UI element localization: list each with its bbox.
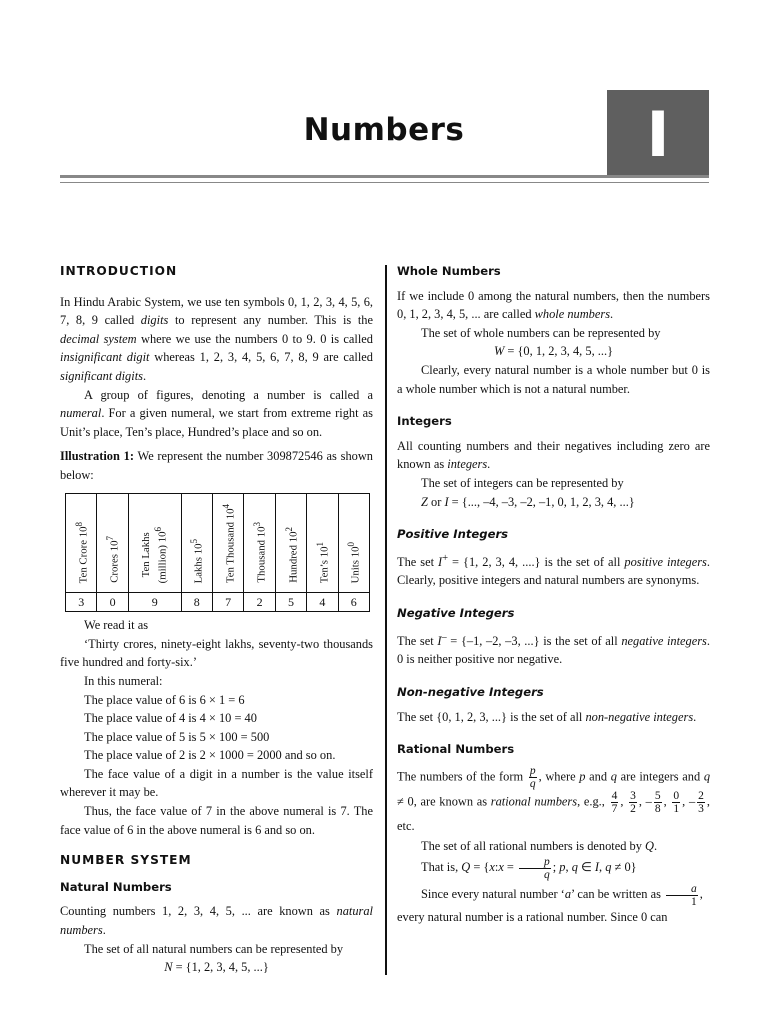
left-column [60,262,373,977]
section-heading-number-system: NUMBER SYSTEM [60,853,192,868]
chapter-number-badge: I [607,90,709,175]
place-value-line: The place value of 4 is 4 × 10 = 40 [84,711,257,726]
digit-cell: 5 [275,592,306,612]
read-numeral: In this numeral: [84,673,163,688]
integers-set-intro: The set of integers can be represented by [421,475,624,490]
fraction-p-over-q: $\frac{p}{q}$ [529,764,536,790]
rational-natural-note: Since every natural number ‘a’ can be written as $\frac{a}{1}$ , [421,882,703,908]
fraction: $\frac{0}{1}$ [673,789,680,815]
column-divider [385,265,387,975]
subheading-natural-numbers: Natural Numbers [60,879,172,894]
place-header: Lakhs $10^5$ [189,538,206,583]
fraction-a-over-1: $\frac{a}{1}$ [666,883,698,908]
header-rule-thin [60,182,709,183]
digit-cell: 9 [128,592,181,612]
place-value-table [65,493,370,613]
natural-set: N = {1, 2, 3, 4, 5, ...} [164,960,269,975]
chapter-title: Numbers [303,112,465,148]
place-value-line: The place value of 5 is 5 × 100 = 500 [84,729,270,744]
negative-integers-paragraph: The set I– = {–1, –2, –3, ...} is the set of all negative integers. 0 is neither positive nor negative. [397,631,710,667]
illustration-1: Illustration 1: We represent the number 309872546 as shown below: [60,449,373,482]
integers-paragraph: All counting numbers and their negatives including zero are known as integers. [397,438,710,472]
place-header: Ten Crore $10^8$ [73,521,90,583]
place-header: Ten Lakhs (million) $10^6$ [140,526,169,583]
place-value-header-row [66,493,370,592]
rational-numbers-paragraph: The numbers of the form $\frac{p}{q}$ , where p and q are integers and q ≠ 0, are known as rational numbers, e.g., $\frac{4}{7}$ , $\frac{3}{2}$ , – $\frac{5}{8}$ , $\frac{0}{1}$ , – $\frac{2}{3}$ , etc. [397,764,711,833]
natural-set-intro: The set of all natural numbers can be represented by [84,941,344,956]
subheading-rational-numbers: Rational Numbers [397,742,515,757]
digit-cell: 6 [338,592,369,612]
place-value-digit-row [66,592,370,612]
subheading-whole-numbers: Whole Numbers [397,264,501,278]
rational-natural-note-continued: every natural number is a rational number. Since 0 can [397,909,668,924]
integers-set: Z or I = {..., –4, –3, –2, –1, 0, 1, 2, 3, 4, ...} [421,494,635,509]
fraction-p-over-q: $\frac{p}{q}$ [519,856,551,881]
digit-cell: 2 [244,592,275,612]
place-header: Thousand $10^3$ [252,522,268,583]
natural-numbers-paragraph: Counting numbers 1, 2, 3, 4, 5, ... are known as natural numbers. [60,904,373,938]
subheading-integers: Integers [397,414,452,429]
digit-cell: 7 [212,592,243,612]
intro-paragraph-1: In Hindu Arabic System, we use ten symbols 0, 1, 2, 3, 4, 5, 6, 7, 8, 9 called digits to represent any number. This is the decimal system where we use the numbers 0 to 9. 0 is called insignificant digit whereas 1, 2, 3, 4, 5, 6, 7, 8, 9 are called significant digits. [60,294,374,383]
place-header: Ten Thousand $10^4$ [220,503,237,583]
read-quote: ‘Thirty crores, ninety-eight lakhs, seventy-two thousands five hundred and forty-six.’ [60,636,373,670]
whole-set-intro: The set of whole numbers can be represented by [421,325,661,340]
whole-set: W = {0, 1, 2, 3, 4, 5, ...} [493,344,614,359]
fraction: $\frac{5}{8}$ [654,789,661,815]
place-value-line: The place value of 2 is 2 × 1000 = 2000 and so on. [84,748,336,763]
whole-numbers-paragraph: If we include 0 among the natural numbers, then the numbers 0, 1, 2, 3, 4, 5, ... are called whole numbers. [397,288,710,322]
digit-cell: 3 [66,592,97,612]
fraction: $\frac{2}{3}$ [698,789,704,815]
face-value-example: Thus, the face value of 7 in the above numeral is 7. The face value of 6 in the above numeral is 6 and so on. [60,804,373,837]
place-header: Crores $10^7$ [105,536,121,583]
whole-numbers-note: Clearly, every natural number is a whole number but 0 is a whole number which is not a natural number. [397,362,710,396]
digit-cell: 0 [97,592,128,612]
fraction: $\frac{3}{2}$ [630,789,636,815]
place-header: Units $10^0$ [346,541,363,583]
rational-set: That is, Q = {x:x = $\frac{p}{q}$ ; p, q ∈ I, q ≠ 0} [421,855,637,881]
non-negative-integers-paragraph: The set {0, 1, 2, 3, ...} is the set of all non-negative integers. [397,709,697,724]
positive-integers-paragraph: The set I+ = {1, 2, 3, 4, ....} is the set of all positive integers. Clearly, positive integers and natural numbers are synonyms. [397,552,710,588]
subheading-non-negative-integers: Non-negative Integers [397,684,544,699]
subheading-positive-integers: Positive Integers [397,527,509,542]
read-line: We read it as [84,618,149,633]
section-heading-introduction: INTRODUCTION [60,264,178,278]
place-header: Hundred $10^2$ [283,527,300,583]
face-value-paragraph: The face value of a digit in a number is the value itself wherever it may be. [60,766,373,800]
subheading-negative-integers: Negative Integers [397,606,515,621]
digit-cell: 4 [307,592,338,612]
intro-paragraph-2: A group of figures, denoting a number is called a numeral. For a given numeral, we start from extreme right as Unit’s place, Ten’s place, Hundred’s place and so on. [60,387,373,439]
digit-cell: 8 [181,592,212,612]
header-rule-thick [60,175,709,178]
fraction: $\frac{4}{7}$ [611,789,618,815]
place-value-line: The place value of 6 is 6 × 1 = 6 [84,692,245,707]
right-column [397,262,710,926]
rational-set-intro: The set of all rational numbers is denoted by Q. [421,838,658,853]
place-header: Ten’s $10^1$ [315,541,331,583]
